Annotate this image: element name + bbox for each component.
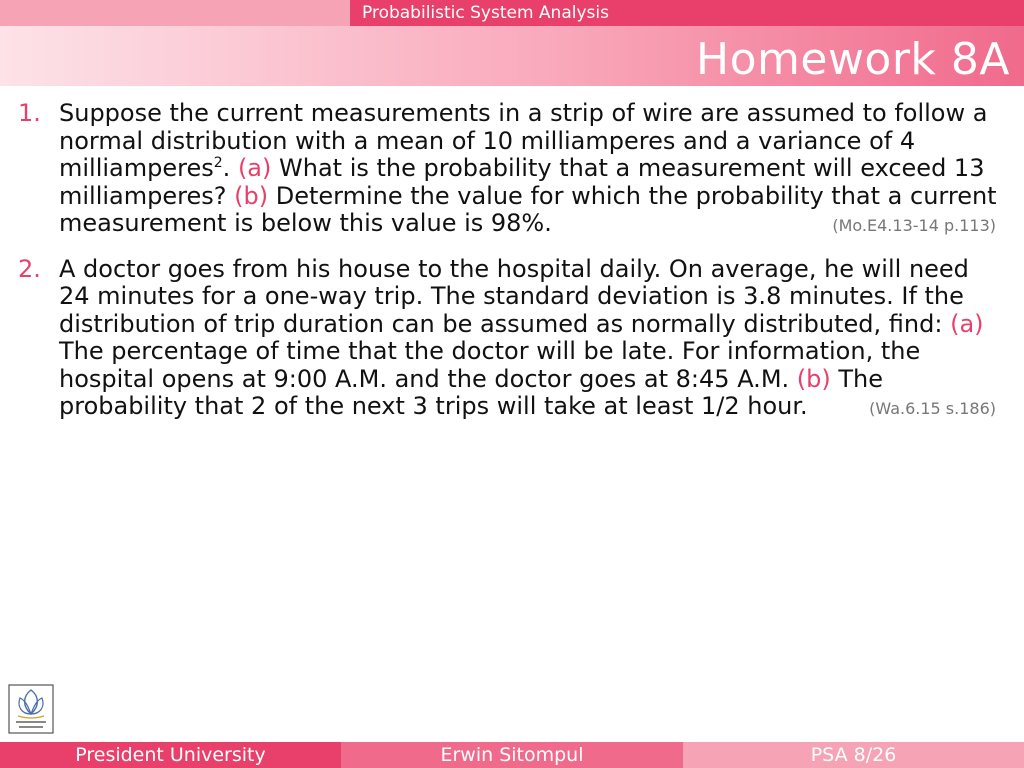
problem-list [18,100,998,439]
problem-number: 2. [18,254,41,283]
problem-1 [18,100,998,238]
title-bar [0,26,1024,86]
part-a-label: (a) [237,154,272,182]
part-b-label: (b) [234,181,269,210]
problem-text: A doctor goes from his house to the hospital daily. On average, he will need 24 minutes for a one-way trip. The standard deviation is 3.8 minutes. If the distribution of trip duration can be assumed as normally distributed, find: (a) The percentage of time that the doctor will be late. For information, the hospital opens at 9:00 A.M. and the doctor goes at 8:45 A.M. (b) The probability that 2 of the next 3 trips will take at least 1/2 hour. [59,254,984,420]
footer-university: President University [0,742,341,768]
footer [0,742,1024,768]
problem-2 [18,256,998,421]
superscript: 2 [213,155,223,171]
top-bar-left-band [0,0,350,26]
problem-number: 1. [18,99,41,127]
problem-reference: (Mo.E4.13-14 p.113) [832,215,996,235]
part-a-label: (a) [950,309,984,338]
part-b-label: (b) [796,364,831,393]
footer-author: Erwin Sitompul [341,742,683,768]
footer-page-number: PSA 8/26 [683,742,1024,768]
course-title: Probabilistic System Analysis [350,0,1024,26]
problem-text: Suppose the current measurements in a strip of wire are assumed to follow a normal distribution with a mean of 10 milliamperes and a variance of 4 milliamperes$^2$. (a) What is the probability that a measurement will exceed 13 milliamperes? (b) Determine the value for which the probability that a current measurement is below this value is 98%. [59,99,997,237]
page-title: Homework 8A [696,34,1010,85]
problem-reference: (Wa.6.15 s.186) [869,398,996,418]
university-logo-icon [8,684,54,734]
top-bar [0,0,1024,26]
